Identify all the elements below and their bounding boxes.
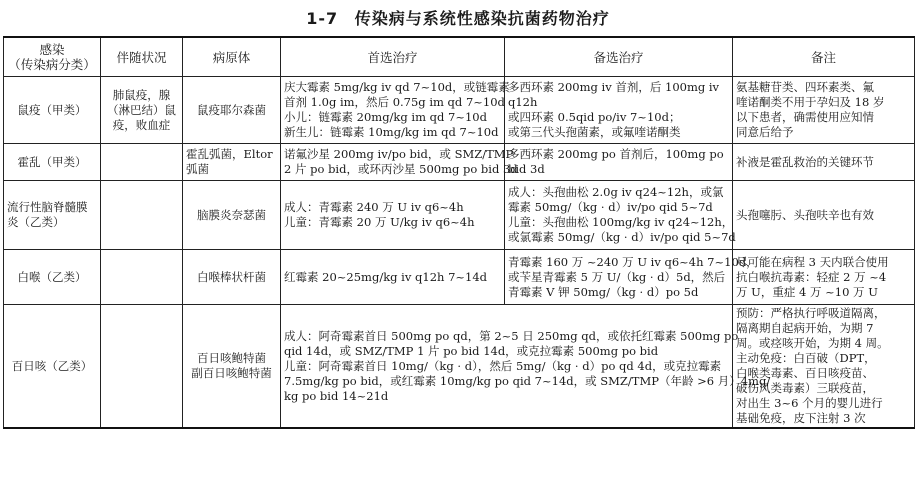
table-title-text: 传染病与系统性感染抗菌药物治疗 bbox=[354, 9, 610, 28]
antimicrobial-table bbox=[3, 36, 915, 429]
cell-pathogen: 霍乱弧菌，Eltor 弧菌 bbox=[183, 144, 281, 181]
cell-remarks: 补液是霍乱救治的关键环节 bbox=[733, 144, 915, 181]
cell-first-choice: 诺氟沙星 200mg iv/po bid，或 SMZ/TMP 2 片 po bid，或环丙沙星 500mg po bid 3d bbox=[281, 144, 505, 181]
cell-accompanying: 肺鼠疫，腺 （淋巴结）鼠 疫，败血症 bbox=[101, 77, 183, 144]
header-infection: 感染 （传染病分类） bbox=[4, 37, 101, 77]
header-first-choice: 首选治疗 bbox=[281, 37, 505, 77]
cell-pathogen: 百日咳鲍特菌 副百日咳鲍特菌 bbox=[183, 305, 281, 429]
cell-remarks: 头孢噻肟、头孢呋辛也有效 bbox=[733, 181, 915, 250]
table-title bbox=[0, 6, 916, 29]
cell-alternative: 多西环素 200mg iv 首剂，后 100mg iv q12h 或四环素 0.5qid po/iv 7~10d； 或第三代头孢菌素，或氟喹诺酮类 bbox=[505, 77, 733, 144]
cell-infection: 白喉（乙类） bbox=[4, 250, 101, 305]
cell-remarks: 预防：严格执行呼吸道隔离， 隔离期自起病开始，为期 7 周。或痉咳开始，为期 4 周。 主动免疫：白百破（DPT， 白喉类毒素、百日咳疫苗、 破伤风类毒素）三联疫苗， 对出生 3~6 个月的婴儿进行 基础免疫，皮下注射 3 次 bbox=[733, 305, 915, 429]
cell-infection: 霍乱（甲类） bbox=[4, 144, 101, 181]
header-remarks: 备注 bbox=[733, 37, 915, 77]
cell-accompanying bbox=[101, 250, 183, 305]
cell-accompanying bbox=[101, 305, 183, 429]
cell-infection: 流行性脑脊髓膜 炎（乙类） bbox=[4, 181, 101, 250]
cell-remarks: 氨基糖苷类、四环素类、氟 喹诺酮类不用于孕妇及 18 岁 以下患者，确需使用应知情 同意后给予 bbox=[733, 77, 915, 144]
cell-first-choice: 成人：青霉素 240 万 U iv q6~4h 儿童：青霉素 20 万 U/kg iv q6~4h bbox=[281, 181, 505, 250]
cell-pathogen: 白喉棒状杆菌 bbox=[183, 250, 281, 305]
cell-pathogen: 鼠疫耶尔森菌 bbox=[183, 77, 281, 144]
table-row bbox=[4, 181, 915, 250]
cell-accompanying bbox=[101, 181, 183, 250]
cell-infection: 鼠疫（甲类） bbox=[4, 77, 101, 144]
table-row bbox=[4, 250, 915, 305]
cell-pathogen: 脑膜炎奈瑟菌 bbox=[183, 181, 281, 250]
cell-accompanying bbox=[101, 144, 183, 181]
cell-first-choice: 红霉素 20~25mg/kg iv q12h 7~14d bbox=[281, 250, 505, 305]
table-row bbox=[4, 144, 915, 181]
header-pathogen: 病原体 bbox=[183, 37, 281, 77]
table-row bbox=[4, 305, 915, 429]
table-row bbox=[4, 77, 915, 144]
cell-alternative: 青霉素 160 万 ~240 万 U iv q6~4h 7~10d， 或苄星青霉素 5 万 U/（kg · d）5d，然后 青霉素 V 钾 50mg/（kg · d）po 5d bbox=[505, 250, 733, 305]
cell-alternative: 多西环素 200mg po 首剂后，100mg po bid 3d bbox=[505, 144, 733, 181]
cell-remarks: 尽可能在病程 3 天内联合使用 抗白喉抗毒素：轻症 2 万 ~4 万 U，重症 4 万 ~10 万 U bbox=[733, 250, 915, 305]
header-alternative: 备选治疗 bbox=[505, 37, 733, 77]
header-accompanying: 伴随状况 bbox=[101, 37, 183, 77]
table-number: 1-7 bbox=[306, 9, 339, 28]
cell-infection: 百日咳（乙类） bbox=[4, 305, 101, 429]
cell-first-choice-merged: 成人：阿奇霉素首日 500mg po qd，第 2~5 日 250mg qd，或依托红霉素 500mg po qid 14d，或 SMZ/TMP 1 片 po bid 14d，或克拉霉素 500mg po bid 儿童：阿奇霉素首日 10mg/（kg · d），然后 5mg/（kg · d）po qd 4d，或克拉霉素 7.5mg/kg po bid，或红霉素 10mg/kg po qid 7~14d，或 SMZ/TMP（年龄 >6 月）4mg/ kg po bid 14~21d bbox=[281, 305, 733, 429]
cell-first-choice: 庆大霉素 5mg/kg iv qd 7~10d，或链霉素 首剂 1.0g im，然后 0.75g im qd 7~10d 小儿：链霉素 20mg/kg im qd 7~10d 新生儿：链霉素 10mg/kg im qd 7~10d bbox=[281, 77, 505, 144]
cell-alternative: 成人：头孢曲松 2.0g iv q24~12h，或氯 霉素 50mg/（kg · d）iv/po qid 5~7d 儿童：头孢曲松 100mg/kg iv q24~12h， 或氯霉素 50mg/（kg · d）iv/po qid 5~7d bbox=[505, 181, 733, 250]
header-row bbox=[4, 37, 915, 77]
